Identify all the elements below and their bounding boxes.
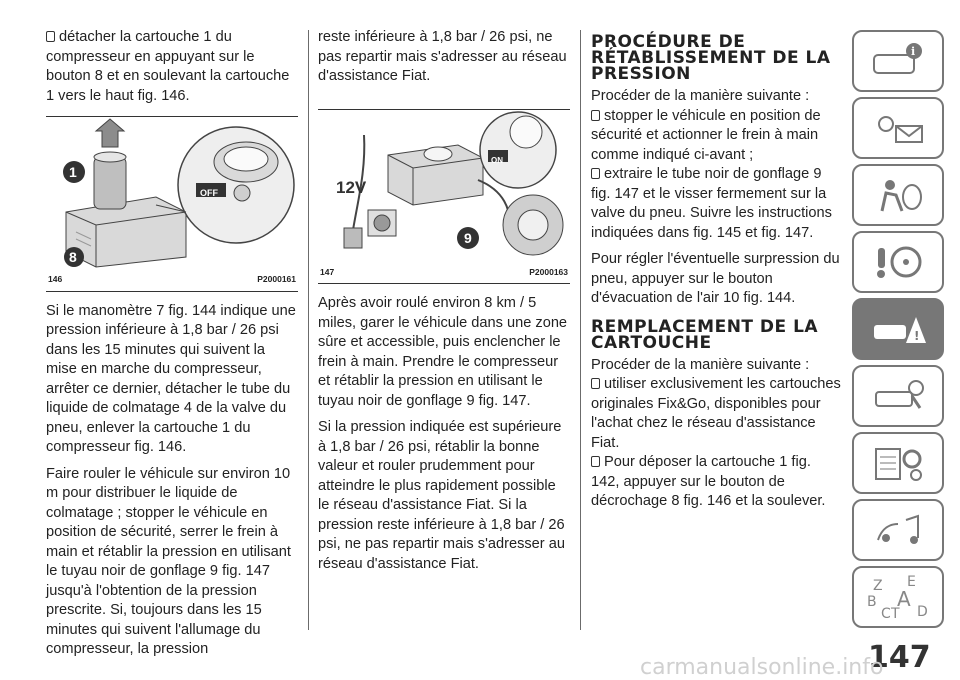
column-3 [591, 34, 843, 519]
maintenance-car-icon [868, 376, 928, 416]
index-letter: E [907, 574, 916, 590]
column-divider [308, 30, 309, 630]
section-heading: REMPLACEMENT DE LA CARTOUCHE [591, 316, 819, 353]
callout-1: 1 [69, 164, 77, 180]
section-heading: PROCÉDURE DE RÉTABLISSEMENT DE LA PRESSION [591, 32, 831, 84]
paragraph: Procéder de la manière suivante : [591, 356, 810, 373]
paragraph: Faire rouler le véhicule sur environ 10 m pour distribuer le liquide de colmatage ; stopper le véhicule en position de sécurité, serrer le frein à main et rétablir la pression en utilisant le tuyau noir de gonflage 9 fig. 147 jusqu'à l'obtention de la pression prescrite. Si, toujours dans les 15 minutes qui suivent l'allumage du compresseur, la pression [46, 465, 291, 657]
tab-multimedia[interactable] [852, 499, 944, 561]
tab-starting-driving[interactable] [852, 231, 944, 293]
paragraph: Si la pression indiquée est supérieure à 1,8 bar / 26 psi, rétablir la bonne valeur et rouler prudemment pour atteindre le plus rapidement possible le réseau d'assistance Fiat. Si la pression reste inférieure à 1,8 bar / 26 psi, ne pas repartir mais s'adresser au réseau d'assistance Fiat. [318, 419, 565, 572]
tab-maintenance[interactable] [852, 365, 944, 427]
callout-9: 9 [464, 229, 472, 246]
watermark: carmanualsonline.info [640, 655, 884, 680]
index-letter: B [867, 594, 877, 610]
key-steering-icon [868, 242, 928, 282]
bullet-item: Pour déposer la cartouche 1 fig. 142, appuyer sur le bouton de décrochage 8 fig. 146 et la soulever. [591, 454, 826, 509]
airbag-safety-icon [868, 175, 928, 215]
bullet-item: extraire le tube noir de gonflage 9 fig. 147 et le visser fermement sur la valve du pneu. Suivre les instructions indiquées dans fig. 145 et fig. 147. [591, 166, 832, 241]
index-letter: T [891, 606, 900, 622]
warning-lights-icon [868, 108, 928, 148]
emergency-car-icon [868, 309, 928, 349]
paragraph: reste inférieure à 1,8 bar / 26 psi, ne pas repartir mais s'adresser au réseau d'assistance Fiat. [318, 29, 567, 84]
car-info-icon [868, 41, 928, 81]
multimedia-icon [868, 510, 928, 550]
bullet-icon [591, 110, 600, 121]
svg-text:!: ! [914, 329, 920, 343]
off-label: OFF [200, 188, 218, 198]
paragraph: Pour régler l'éventuelle surpression du pneu, appuyer sur le bouton d'évacuation de l'air 10 fig. 144. [591, 251, 840, 306]
index-letter: A [897, 587, 911, 611]
figure-code: P2000161 [257, 274, 296, 284]
figure-code: P2000163 [529, 266, 568, 277]
svg-text:i: i [911, 45, 916, 58]
bullet-item: utiliser exclusivement les cartouches originales Fix&Go, disponibles pour l'achat chez le réseau d'assistance Fiat. [591, 376, 841, 451]
12v-label: 12V [336, 177, 367, 197]
column-2 [318, 28, 570, 581]
bullet-icon [591, 456, 600, 467]
figure-number: 147 [320, 266, 335, 277]
index-letter: D [917, 604, 928, 620]
on-label: ON [491, 155, 503, 165]
tab-emergency[interactable] [852, 298, 944, 360]
figure-number: 146 [48, 274, 63, 284]
callout-8: 8 [69, 249, 77, 265]
bullet-item: stopper le véhicule en position de sécurité et actionner le frein à main comme indiqué ci-avant ; [591, 107, 821, 163]
tab-index[interactable] [852, 566, 944, 628]
index-letter: C [881, 606, 891, 622]
column-divider [580, 30, 581, 630]
paragraph: Après avoir roulé environ 8 km / 5 miles, garer le véhicule dans une zone sûre et accessible, puis enclencher le frein à main. Prendre le compresseur et rétablir la pression en utilisant le tuyau noir de gonflage 9 fig. 147. [318, 295, 568, 409]
figure-147 [318, 109, 570, 285]
chapter-sidebar [852, 30, 944, 633]
tab-technical-specs[interactable] [852, 432, 944, 494]
compressor-cartridge-illustration [46, 117, 298, 269]
bullet-icon [591, 168, 600, 179]
page-number: 147 [868, 640, 931, 675]
paragraph: détacher la cartouche 1 du compresseur en appuyant sur le bouton 8 et en soulevant la cartouche 1 vers le haut fig. 146. [46, 29, 290, 104]
figure-146 [46, 116, 298, 292]
tab-warning-lights[interactable] [852, 97, 944, 159]
column-1 [46, 28, 298, 667]
bullet-icon [591, 378, 600, 389]
tab-car-info[interactable] [852, 30, 944, 92]
figure-caption [46, 269, 298, 292]
tab-safety[interactable] [852, 164, 944, 226]
figure-146-illustration [46, 117, 298, 269]
figure-caption [318, 262, 570, 285]
bullet-icon [46, 31, 55, 42]
index-letter: Z [873, 578, 883, 594]
paragraph: Si le manomètre 7 fig. 144 indique une pression inférieure à 1,8 bar / 26 psi dans les 15 minutes qui suivent la mise en marche du compresseur, arrêter ce dernier, détacher le tube du liquide de colmatage 4 de la valve du pneu, enlever la cartouche 1 du compresseur fig. 146. [46, 302, 296, 455]
paragraph: Procéder de la manière suivante : [591, 88, 810, 104]
specs-gear-icon [868, 443, 928, 483]
index-letters-icon [863, 572, 933, 622]
figure-147-illustration [318, 110, 570, 262]
